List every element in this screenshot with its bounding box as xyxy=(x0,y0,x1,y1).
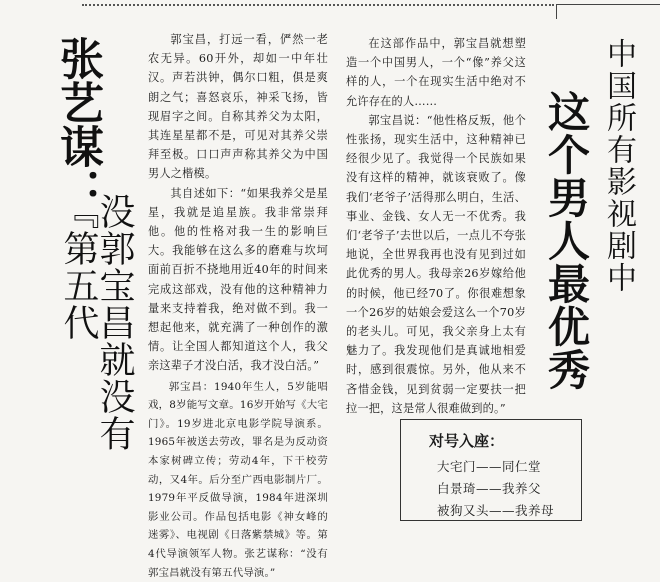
paragraph: 郭宝昌，打远一看，俨然一老农无异。60开外，却如一中年壮汉。声若洪钟，偶尔口粗，俱是爽朗之气；喜怒哀乐，神采飞扬，皆现眉字之间。自称其养父为太阳，其连星星都不是，可见对其养父崇拜至极。口口声声称其养父为中国男人之楷模。 xyxy=(148,33,328,181)
headline-name: 张艺谋： xyxy=(52,36,103,212)
paragraph: 郭宝昌说：“他性格反叛，他个性张扬，现实生活中，这种精神已经很少见了。我觉得一个民族如果没有这样的精神，就该衰败了。像我们‘老爷子’活得那么明白，生活、事业、金钱、女人无一不优秀。我们‘老爷子’去世以后，一点儿不夸张地说，全世界我再也没有见到过如此优秀的男人。我母亲26岁嫁给他的时候，他已经70了。你很难想象一个26岁的姑娘会爱这么一个70岁的老头儿。可见，我父亲身上太有魅力了。我发现他们是真诚地相爱时，感到很震惊。另外，他从来不吝惜金钱，见到贫弱一定要扶一把拉一把，这是常人很难做到的。” xyxy=(346,113,526,415)
list-item: 白景琦——我养父 xyxy=(437,481,542,496)
sidebar-box xyxy=(400,419,582,521)
bio-paragraph: 郭宝昌：1940年生人，5岁能唱戏，8岁能写文章。16岁开始写《大宅门》。19岁进北京电影学院导演系。1965年被送去劳改，罪名是为反动资本家树碑立传；劳动4年，下干校劳动，又4年。后分至广西电影制片厂。1979年平反做导演，1984年进深圳影业公司。作品包括电影《神女峰的迷雾》、电视剧《日落紫禁城》等。第4代导演领军人物。张艺谋称：“没有郭宝昌就没有第五代导演。” xyxy=(148,380,328,579)
box-list xyxy=(437,456,554,522)
box-title: 对号入座： xyxy=(429,432,505,450)
top-dotted-rule xyxy=(82,4,554,6)
headline-subtitle: 没郭宝昌就没有『第五代 xyxy=(58,193,135,452)
article-column-2 xyxy=(346,34,526,437)
list-item: 大宅门——同仁堂 xyxy=(437,459,542,474)
headline-right-line1: 中国所有影视剧中 xyxy=(601,38,636,294)
paragraph: 在这部作品中，郭宝昌就想塑造一个中国男人，一个“像”养父这样的人，一个在现实生活中绝对不允许存在的人…… xyxy=(346,37,526,108)
top-right-frame xyxy=(556,4,660,19)
paragraph: 其自述如下：“如果我养父是星星，我就是追星族。我非常崇拜他。他的性格对我一生的影响巨大。我能够在这么多的磨难与坎坷面前百折不挠地用近40年的时间来完成这部戏，没有他的这种精神力量来支持着我，绝对做不到。我一想起他来，就充满了一种创作的激情。让全国人都知道这个人，我父亲这辈子才没白活，我才没白活。” xyxy=(148,186,328,373)
article-column-1 xyxy=(148,30,328,582)
headline-right-line2: 这个男人最优秀 xyxy=(542,90,591,391)
list-item: 被狗又头——我养母 xyxy=(437,503,555,518)
